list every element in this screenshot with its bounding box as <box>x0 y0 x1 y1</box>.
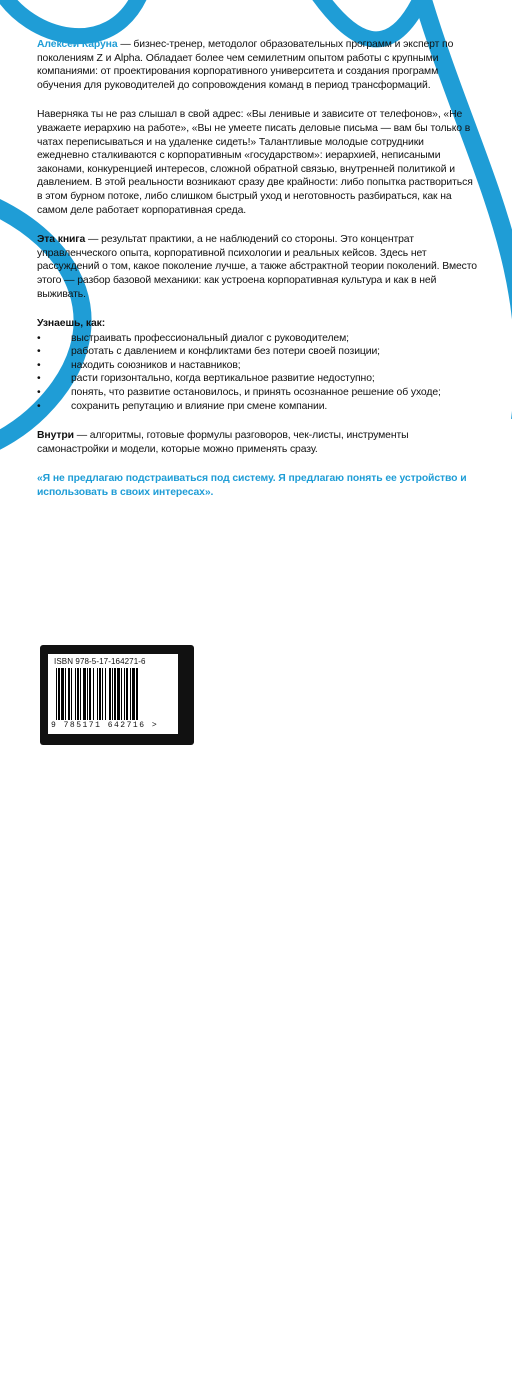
inside-lead: Внутри <box>37 430 74 442</box>
book-description-text: — результат практики, а не наблюдений со стороны. Это концентрат управленческого опыта, корпоративной психологии и реальных кейсов. Здесь нет рассуждений о том, какое поколение лучше, а также абстрактной теории поколений. Вместо этого — разбор базовой механики: как устроена корпоративная культура и как в ней выживать. <box>37 234 477 300</box>
barcode-bar <box>121 668 122 720</box>
barcode-bar <box>89 668 91 720</box>
author-name: Алексей Каруна <box>37 39 118 50</box>
publisher-name: БОМБОРАНИКИ! <box>214 1294 226 1387</box>
barcode <box>48 654 178 734</box>
barcode-bar <box>109 668 111 720</box>
book-lead: Эта книга <box>37 234 86 246</box>
barcode-bar <box>87 668 88 720</box>
top-ribbon-right <box>315 0 425 39</box>
list-item: • сохранить репутацию и влияние при смене компании. <box>37 400 477 414</box>
list-item: • расти горизонтально, когда вертикальное развитие недоступно; <box>37 372 477 386</box>
barcode-bar <box>58 668 60 720</box>
barcode-bars <box>54 668 172 720</box>
barcode-bar <box>114 668 116 720</box>
barcode-bar <box>65 668 66 720</box>
list-item: • понять, что развитие остановилось, и принять осознанное решение об уходе; <box>37 386 477 400</box>
barcode-bar <box>97 668 98 720</box>
barcode-bar <box>132 668 135 720</box>
inside-text: — алгоритмы, готовые формулы разговоров, чек-листы, инструменты самонастройки и модели, которые можно применять сразу. <box>37 430 409 455</box>
problem-paragraph: Наверняка ты не раз слышал в свой адрес: «Вы ленивые и зависите от телефонов», «Не уважаете иерархию на работе», «Вы не умеете писать деловые письма — вам бы только в чатах переписываться и на удаленке сидеть!» Талантливые молодые сотрудники ежедневно сталкиваются с корпоративным «государством»: иерархией, неписаными законами, конкуренцией интересов, сложной обратной связью, внутренней политикой и давлением. В этой реальности возникают сразу две крайности: либо попытка раствориться в этом бурном потоке, либо слишком быстрый уход и неготовность разбираться, как на самом деле работает корпоративная среда. <box>37 109 473 216</box>
barcode-bar <box>83 668 86 720</box>
learn-list <box>37 332 477 414</box>
barcode-bar <box>75 668 76 720</box>
barcode-bar <box>130 668 131 720</box>
barcode-bar <box>93 668 94 720</box>
isbn-label: ISBN 978-5-17-164271-6 <box>54 657 146 666</box>
barcode-bar <box>61 668 64 720</box>
barcode-panel <box>40 645 226 1387</box>
back-cover-text <box>37 38 477 516</box>
author-bio-text: — бизнес-тренер, методолог образовательных программ и эксперт по поколениям Z и Alpha. Обладает более чем семилетним опытом работы с крупными компаниями: от проектирования корпоративного университета и создания программ обучения для руководителей до сопровождения команд в период трансформаций. <box>37 39 454 91</box>
barcode-bar <box>77 668 79 720</box>
list-item: • находить союзников и наставников; <box>37 359 477 373</box>
barcode-bar <box>124 668 125 720</box>
barcode-bar <box>80 668 81 720</box>
barcode-bar <box>71 668 72 720</box>
barcode-bar <box>126 668 128 720</box>
list-item: • работать с давлением и конфликтами без потери своей позиции; <box>37 345 477 359</box>
book-description <box>37 233 477 301</box>
barcode-bar <box>99 668 101 720</box>
list-item: • выстраивать профессиональный диалог с руководителем; <box>37 332 477 346</box>
top-ribbon-left <box>0 0 140 36</box>
barcode-digits: 9 785171 642716 > <box>51 721 159 730</box>
barcode-bar <box>102 668 103 720</box>
barcode-bar <box>117 668 120 720</box>
publisher-logo <box>214 1294 226 1387</box>
author-quote: «Я не предлагаю подстраиваться под систему. Я предлагаю понять ее устройство и использовать в своих интересах». <box>37 473 467 499</box>
barcode-bar <box>136 668 138 720</box>
inside-paragraph <box>37 429 477 456</box>
learn-heading: Узнаешь, как: <box>37 318 106 330</box>
barcode-bar <box>112 668 113 720</box>
barcode-bar <box>105 668 106 720</box>
barcode-bar <box>56 668 57 720</box>
barcode-bar <box>68 668 70 720</box>
author-bio <box>37 38 477 92</box>
